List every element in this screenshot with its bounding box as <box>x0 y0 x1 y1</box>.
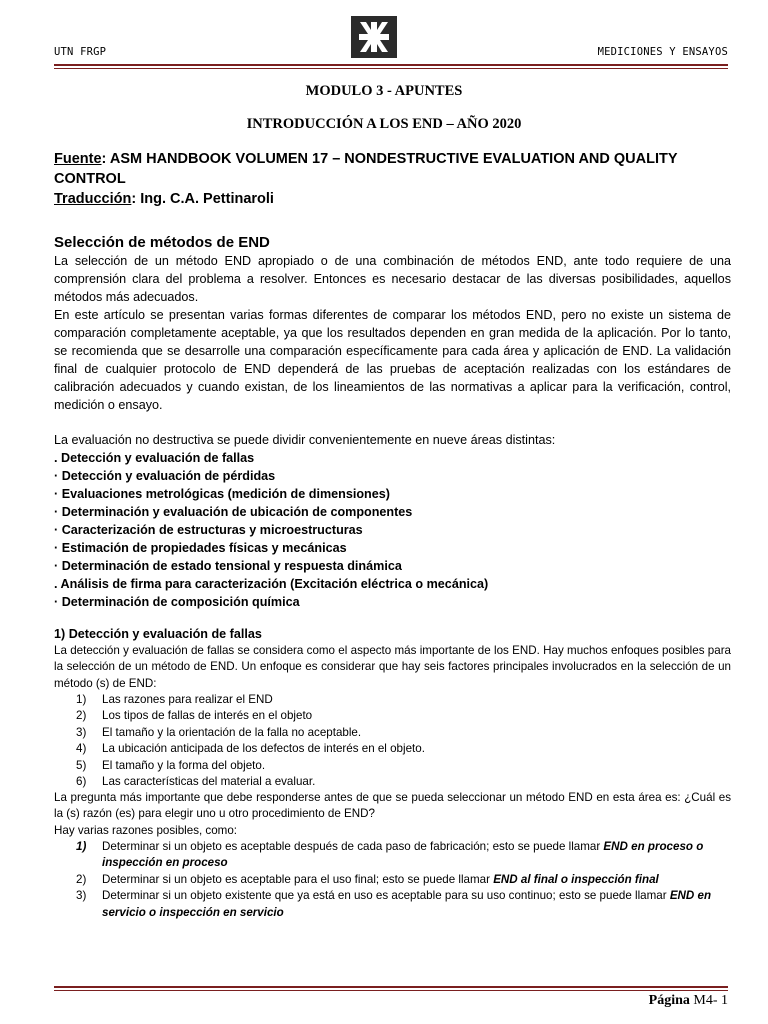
page-number <box>649 993 728 1009</box>
list-item: · Determinación y evaluación de ubicación de componentes <box>54 505 413 519</box>
module-title: MODULO 3 - APUNTES <box>305 83 463 99</box>
reasons-list <box>76 839 731 921</box>
list-item: · Determinación de composición química <box>54 595 300 609</box>
item-text: Las características del material a evaluar. <box>102 775 316 789</box>
item-text: Determinar si un objeto existente que ya está en uso es aceptable para su uso continuo; esto se puede llamar <box>102 889 670 903</box>
list-item: · Estimación de propiedades físicas y mecánicas <box>54 541 347 555</box>
list-item <box>76 725 731 741</box>
page-value: M4- 1 <box>693 993 728 1008</box>
list-item <box>76 888 731 921</box>
page-label: Página <box>648 993 690 1008</box>
list-item: . Detección y evaluación de fallas <box>54 451 255 465</box>
header-left: UTN FRGP <box>54 46 107 58</box>
item-text: Los tipos de fallas de interés en el objeto <box>102 709 313 723</box>
item-emphasis: END al final o inspección final <box>493 872 659 886</box>
list-item <box>76 758 731 774</box>
item-number: 6) <box>76 775 87 789</box>
paragraph: La selección de un método END apropiado o de una combinación de métodos END, ante todo requiere de una comprensión clara del problema a resolver. Entonces es necesario destacar de las diversas posibilidades, aquellos métodos más adecuados. <box>54 254 731 304</box>
list-item <box>76 872 731 888</box>
list-item <box>76 741 731 757</box>
list-item: · Caracterización de estructuras y microestructuras <box>54 523 363 537</box>
item-number: 4) <box>76 742 87 756</box>
section-heading: Selección de métodos de END <box>54 234 270 251</box>
subsection-heading: 1) Detección y evaluación de fallas <box>54 627 262 641</box>
factors-list <box>76 692 731 790</box>
item-number: 2) <box>76 872 87 886</box>
list-item: · Detección y evaluación de pérdidas <box>54 469 276 483</box>
item-text: Determinar si un objeto es aceptable después de cada paso de fabricación; esto se puede llamar <box>102 840 604 853</box>
list-item <box>76 839 731 872</box>
header-right: MEDICIONES Y ENSAYOS <box>597 46 728 58</box>
item-number: 5) <box>76 758 87 772</box>
subsection-paragraph: La detección y evaluación de fallas se considera como el aspecto más importante de los END. Hay muchos enfoques posibles para la selección de un método de END. Un enfoque es considerar que hay seis factores principales involucrados en la selección de un método (s) de END: <box>54 644 731 690</box>
paragraph: En este artículo se presentan varias formas diferentes de comparar los métodos END, pero no existe un sistema de comparación completamente aceptable, ya que los resultados dependen en gran medida de la aplicación. Por lo tanto, se recomienda que se desarrolle una comparación específicamente para cada área y aplicación de END. La validación final de cualquier protocolo de END dependerá de las pruebas de aceptación realizadas con los estándares de calibración adecuados y cuando existan, de los lineamientos de las normativas a aplicar para la verificación, control, medición o ensayo. <box>54 308 731 412</box>
item-emphasis: END en servicio o inspección en servicio <box>102 889 712 919</box>
header-rule <box>54 64 728 66</box>
list-item <box>76 692 731 708</box>
footer-rule <box>54 986 728 988</box>
list-item: · Evaluaciones metrológicas (medición de dimensiones) <box>54 487 390 501</box>
areas-intro: La evaluación no destructiva se puede dividir convenientemente en nueve áreas distintas: <box>54 433 556 447</box>
translation-label: Traducción <box>54 191 132 207</box>
source-text: : ASM HANDBOOK VOLUMEN 17 – NONDESTRUCTIVE EVALUATION AND QUALITY CONTROL <box>54 151 678 187</box>
reasons-intro: Hay varias razones posibles, como: <box>54 824 238 837</box>
question-paragraph: La pregunta más importante que debe responderse antes de que se pueda seleccionar un método END en esta área es: ¿Cuál es la (s) razón (es) para elegir uno u otro procedimiento de END? <box>54 791 731 821</box>
areas-list <box>54 449 731 611</box>
item-text: Las razones para realizar el END <box>102 693 273 706</box>
item-text: Determinar si un objeto es aceptable para el uso final; esto se puede llamar <box>102 872 494 886</box>
utn-logo-icon <box>351 16 397 58</box>
section-body <box>54 252 731 414</box>
item-number: 3) <box>76 725 87 739</box>
source-block <box>54 149 734 209</box>
header-rule-thin <box>54 68 728 69</box>
document-title: INTRODUCCIÓN A LOS END – AÑO 2020 <box>246 116 522 132</box>
item-number: 2) <box>76 709 87 723</box>
list-item: · Determinación de estado tensional y respuesta dinámica <box>54 559 402 573</box>
item-text: El tamaño y la orientación de la falla no aceptable. <box>102 725 362 739</box>
source-label: Fuente <box>54 151 102 167</box>
item-emphasis: END en proceso o inspección en proceso <box>102 840 704 870</box>
item-number: 1) <box>76 840 87 853</box>
item-text: La ubicación anticipada de los defectos de interés en el objeto. <box>102 742 425 756</box>
list-item: . Análisis de firma para caracterización (Excitación eléctrica o mecánica) <box>54 577 489 591</box>
footer-rule-thin <box>54 990 728 991</box>
translation-text: : Ing. C.A. Pettinaroli <box>131 191 274 207</box>
list-item <box>76 708 731 724</box>
list-item <box>76 774 731 790</box>
item-number: 3) <box>76 889 87 903</box>
item-text: El tamaño y la forma del objeto. <box>102 758 266 772</box>
item-number: 1) <box>76 693 87 706</box>
